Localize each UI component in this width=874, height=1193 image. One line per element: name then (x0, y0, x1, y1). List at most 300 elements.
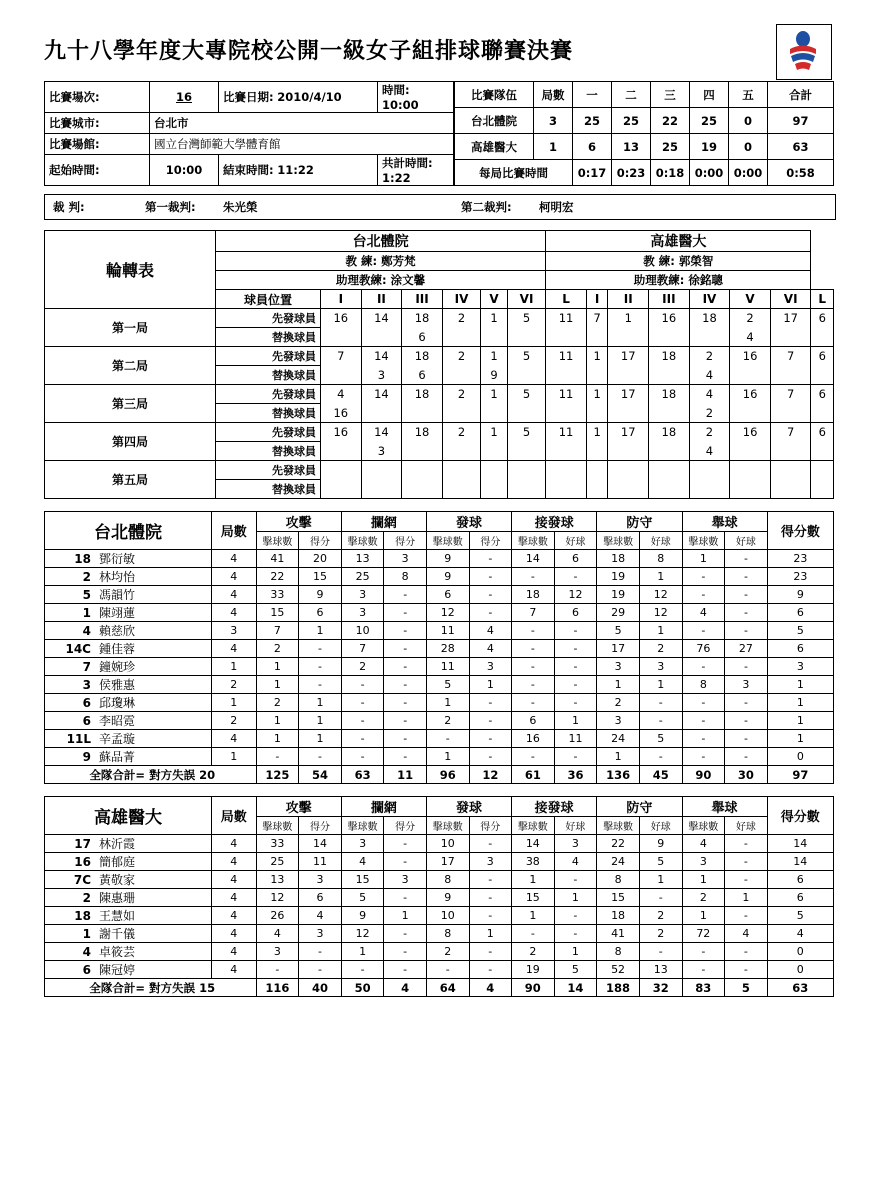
player-number: 14C (65, 641, 91, 656)
stats-subheader-2-1: 擊球數 (341, 532, 384, 550)
player-name: 林均怡 (99, 570, 136, 584)
stat-cell: - (299, 943, 342, 961)
rotation-sub-cell (402, 404, 443, 423)
rotation-sub-cell: 4 (689, 442, 730, 461)
stat-cell: - (469, 550, 512, 568)
stat-cell: 26 (256, 907, 299, 925)
stat-cell: 15 (512, 889, 555, 907)
stat-cell: 2 (639, 925, 682, 943)
rotation-subs-label: 替換球員 (216, 442, 321, 461)
stat-cell: 22 (597, 835, 640, 853)
stat-cell: 1 (639, 871, 682, 889)
table-row (45, 853, 834, 871)
player-cell (45, 550, 212, 568)
player-points: 3 (767, 658, 833, 676)
stat-cell: 13 (639, 961, 682, 979)
rotation-start-cell (770, 461, 811, 480)
team-total-cell: 90 (682, 766, 725, 784)
position-away-6: VI (770, 290, 811, 309)
stat-cell: 15 (299, 568, 342, 586)
stat-cell: 2 (639, 640, 682, 658)
rotation-start-cell (730, 461, 771, 480)
city-value: 台北市 (154, 116, 189, 130)
stat-cell: - (469, 712, 512, 730)
team-total-cell: 116 (256, 979, 299, 997)
player-cell (45, 853, 212, 871)
referee-label: 裁 判: (53, 200, 85, 214)
stat-cell: - (725, 871, 768, 889)
stat-cell: - (725, 748, 768, 766)
stat-cell: - (682, 961, 725, 979)
rotation-sub-cell: 6 (402, 366, 443, 385)
stat-cell: 14 (299, 835, 342, 853)
stat-cell: 6 (426, 586, 469, 604)
stat-cell: - (384, 622, 427, 640)
player-sets: 4 (212, 925, 257, 943)
stat-cell: - (682, 943, 725, 961)
stats-subheader-2-1: 擊球數 (341, 817, 384, 835)
stats-team-name: 台北體院 (45, 512, 212, 550)
stat-cell: 25 (341, 568, 384, 586)
score-away-set3: 25 (651, 134, 690, 160)
stat-cell: 3 (341, 586, 384, 604)
rotation-sub-cell (811, 366, 834, 385)
stat-cell: 9 (426, 550, 469, 568)
rotation-start-cell: 5 (507, 347, 545, 366)
stat-cell: 1 (299, 622, 342, 640)
rotation-set-label-3: 第三局 (45, 385, 216, 423)
table-row (45, 835, 834, 853)
stat-cell: 2 (512, 943, 555, 961)
player-number: 6 (82, 962, 91, 977)
stats-subheader-3-1: 擊球數 (426, 532, 469, 550)
stat-cell: 52 (597, 961, 640, 979)
stat-cell: 6 (299, 889, 342, 907)
player-points: 9 (767, 586, 833, 604)
stat-cell: 7 (256, 622, 299, 640)
duration-total: 0:58 (768, 160, 834, 186)
stat-cell: - (384, 943, 427, 961)
stat-cell: 14 (512, 835, 555, 853)
stat-cell: - (682, 730, 725, 748)
stat-cell: - (299, 658, 342, 676)
stat-cell: 8 (682, 676, 725, 694)
rotation-sub-cell (481, 328, 508, 347)
stats-subheader-1-2: 得分 (299, 532, 342, 550)
rotation-start-cell: 1 (608, 309, 649, 328)
table-row (45, 712, 834, 730)
player-name: 謝千儀 (99, 927, 136, 941)
player-name: 邱瓊琳 (99, 696, 136, 710)
stat-cell: 1 (554, 943, 597, 961)
match-info-block (44, 81, 834, 186)
stat-cell: - (384, 586, 427, 604)
team-total-cell: 90 (512, 979, 555, 997)
player-cell (45, 604, 212, 622)
stat-cell: 3 (256, 943, 299, 961)
match-info-table (44, 81, 454, 186)
player-points: 0 (767, 943, 833, 961)
team-total-cell: 11 (384, 766, 427, 784)
stats-header-row (45, 797, 834, 817)
stat-cell: 41 (256, 550, 299, 568)
end-time-label: 結束時間: (223, 163, 274, 177)
stat-cell: - (384, 640, 427, 658)
stat-cell: - (512, 568, 555, 586)
rotation-sub-cell (481, 404, 508, 423)
rotation-sub-cell (649, 366, 690, 385)
player-number: 17 (74, 836, 91, 851)
player-sets: 3 (212, 622, 257, 640)
stat-cell: 1 (426, 694, 469, 712)
player-points: 14 (767, 835, 833, 853)
team-total-cell: 188 (597, 979, 640, 997)
venue-value: 國立台灣師範大學體育館 (154, 137, 281, 151)
rotation-sub-cell (507, 328, 545, 347)
referee-bar (44, 194, 836, 220)
player-sets: 4 (212, 730, 257, 748)
rotation-sub-cell (321, 442, 362, 461)
rotation-start-cell: 17 (770, 309, 811, 328)
player-cell (45, 568, 212, 586)
stats-total-row (45, 766, 834, 784)
rotation-sub-cell (811, 404, 834, 423)
rotation-start-cell: 5 (507, 309, 545, 328)
player-cell (45, 730, 212, 748)
rotation-start-cell (507, 461, 545, 480)
player-sets: 4 (212, 907, 257, 925)
table-row (45, 640, 834, 658)
player-cell (45, 943, 212, 961)
player-number: 6 (82, 713, 91, 728)
stat-cell: 2 (256, 694, 299, 712)
rotation-start-cell: 1 (481, 423, 508, 442)
rotation-starters-label: 先發球員 (216, 347, 321, 366)
rotation-sub-cell (811, 480, 834, 499)
stat-cell: - (384, 925, 427, 943)
duration-label: 每局比賽時間 (455, 160, 573, 186)
stat-cell: 1 (597, 676, 640, 694)
stat-cell: - (341, 730, 384, 748)
position-home-5: V (481, 290, 508, 309)
stat-cell: 17 (426, 853, 469, 871)
rotation-start-cell: 2 (689, 347, 730, 366)
team-total-points: 63 (767, 979, 833, 997)
stat-cell: 1 (299, 730, 342, 748)
stat-cell: - (299, 961, 342, 979)
rotation-start-cell (481, 461, 508, 480)
player-number: 4 (82, 944, 91, 959)
rotation-sub-cell (770, 480, 811, 499)
team-total-cell: 40 (299, 979, 342, 997)
score-set-header-2: 二 (612, 82, 651, 108)
stat-cell: - (725, 961, 768, 979)
rotation-sub-cell (649, 480, 690, 499)
stat-cell: - (469, 694, 512, 712)
stat-cell: 29 (597, 604, 640, 622)
player-cell (45, 658, 212, 676)
player-cell (45, 622, 212, 640)
stats-subheader-6-1: 擊球數 (682, 817, 725, 835)
rotation-start-cell: 11 (546, 309, 587, 328)
team-total-cell: 45 (639, 766, 682, 784)
rotation-start-cell: 1 (586, 347, 608, 366)
stats-subheader-6-1: 擊球數 (682, 532, 725, 550)
stat-cell: - (554, 694, 597, 712)
player-sets: 2 (212, 712, 257, 730)
stat-cell: 1 (682, 871, 725, 889)
player-number: 3 (82, 677, 91, 692)
rotation-start-cell: 11 (546, 423, 587, 442)
total-time-label: 共計時間: (382, 156, 433, 170)
stat-cell: 12 (639, 604, 682, 622)
rotation-start-cell: 16 (321, 423, 362, 442)
stat-cell: - (299, 748, 342, 766)
rotation-start-cell: 2 (730, 309, 771, 328)
rotation-sub-cell (507, 442, 545, 461)
rotation-sub-cell (361, 328, 402, 347)
rotation-sub-cell (608, 328, 649, 347)
player-name: 陳惠珊 (99, 891, 136, 905)
rotation-sub-cell (689, 328, 730, 347)
stat-cell: 3 (597, 658, 640, 676)
stat-cell: - (341, 676, 384, 694)
stat-cell: - (341, 694, 384, 712)
stat-cell: 1 (512, 871, 555, 889)
player-cell (45, 640, 212, 658)
score-row-home (455, 108, 834, 134)
stat-cell: 5 (597, 622, 640, 640)
stat-cell: 19 (597, 586, 640, 604)
team-total-cell: 32 (639, 979, 682, 997)
player-name: 辛孟璇 (99, 732, 136, 746)
stat-cell: 1 (256, 676, 299, 694)
end-time-value: 11:22 (277, 163, 314, 177)
stat-cell: 4 (554, 853, 597, 871)
stat-cell: 4 (299, 907, 342, 925)
rotation-start-cell (546, 461, 587, 480)
stat-cell: - (725, 907, 768, 925)
player-cell (45, 694, 212, 712)
stat-cell: - (469, 961, 512, 979)
rotation-start-cell (361, 461, 402, 480)
stat-cell: - (725, 730, 768, 748)
position-away-l: L (811, 290, 834, 309)
rotation-sub-cell (546, 366, 587, 385)
stat-cell: 3 (384, 550, 427, 568)
stat-cell: 33 (256, 835, 299, 853)
rotation-sub-cell (586, 442, 608, 461)
stats-subheader-1-1: 擊球數 (256, 532, 299, 550)
rotation-subs-label: 替換球員 (216, 404, 321, 423)
stat-cell: 13 (341, 550, 384, 568)
stats-group-header-1: 攻擊 (256, 512, 341, 532)
stat-cell: - (639, 694, 682, 712)
player-cell (45, 835, 212, 853)
player-sets: 4 (212, 889, 257, 907)
rotation-start-cell: 2 (442, 347, 480, 366)
team-total-cell: 5 (725, 979, 768, 997)
player-sets: 1 (212, 658, 257, 676)
stats-group-header-4: 接發球 (512, 512, 597, 532)
stat-cell: 4 (682, 604, 725, 622)
player-sets: 4 (212, 961, 257, 979)
stat-cell: 1 (256, 658, 299, 676)
stat-cell: - (469, 730, 512, 748)
player-points: 6 (767, 604, 833, 622)
rotation-row-start-3 (45, 385, 834, 404)
score-team-away: 高雄醫大 (455, 134, 534, 160)
score-away-set4: 19 (690, 134, 729, 160)
player-points: 23 (767, 550, 833, 568)
player-points: 6 (767, 889, 833, 907)
stat-cell: - (384, 961, 427, 979)
rotation-sub-cell (442, 442, 480, 461)
score-row-away (455, 134, 834, 160)
stat-cell: 20 (299, 550, 342, 568)
away-assistant-coach: 助理教練: 徐銘聰 (546, 271, 811, 290)
stat-cell: 1 (384, 907, 427, 925)
table-row (45, 568, 834, 586)
player-points: 1 (767, 676, 833, 694)
rotation-start-cell: 6 (811, 423, 834, 442)
stat-cell: - (512, 748, 555, 766)
away-coach: 教 練: 郭榮智 (546, 252, 811, 271)
stat-cell: - (512, 658, 555, 676)
stat-cell: - (725, 586, 768, 604)
stat-cell: - (384, 712, 427, 730)
table-row (45, 961, 834, 979)
stat-cell: - (469, 604, 512, 622)
team-total-cell: 50 (341, 979, 384, 997)
rotation-sub-cell: 2 (689, 404, 730, 423)
score-team-header: 比賽隊伍 (455, 82, 534, 108)
player-cell (45, 676, 212, 694)
stat-cell: 1 (256, 730, 299, 748)
stat-cell: 24 (597, 853, 640, 871)
stat-cell: 2 (639, 907, 682, 925)
table-row (45, 604, 834, 622)
rotation-sub-cell (321, 480, 362, 499)
player-points: 6 (767, 871, 833, 889)
stat-cell: 15 (597, 889, 640, 907)
rotation-sub-cell (730, 480, 771, 499)
stat-cell: 22 (256, 568, 299, 586)
player-points: 14 (767, 853, 833, 871)
stat-cell: - (725, 550, 768, 568)
stat-cell: - (554, 871, 597, 889)
duration-set2: 0:23 (612, 160, 651, 186)
rotation-sub-cell (649, 404, 690, 423)
player-number: 18 (74, 908, 91, 923)
stat-cell: - (384, 889, 427, 907)
stat-cell: - (682, 748, 725, 766)
page-title: 九十八學年度大專院校公開一級女子組排球聯賽決賽 (44, 38, 574, 64)
stat-cell: 3 (341, 835, 384, 853)
stat-cell: 15 (341, 871, 384, 889)
player-sets: 4 (212, 835, 257, 853)
stat-cell: 17 (597, 640, 640, 658)
player-sets: 4 (212, 640, 257, 658)
stat-cell: 72 (682, 925, 725, 943)
stat-cell: 1 (256, 712, 299, 730)
table-row (45, 871, 834, 889)
rotation-sub-cell (608, 442, 649, 461)
stat-cell: 9 (341, 907, 384, 925)
position-away-2: II (608, 290, 649, 309)
stats-subheader-3-1: 擊球數 (426, 817, 469, 835)
stat-cell: - (512, 694, 555, 712)
stats-group-header-5: 防守 (597, 797, 682, 817)
stat-cell: - (554, 925, 597, 943)
rotation-start-cell: 11 (546, 347, 587, 366)
player-points: 0 (767, 748, 833, 766)
position-away-4: IV (689, 290, 730, 309)
stat-cell: - (554, 622, 597, 640)
rotation-start-cell: 16 (321, 309, 362, 328)
team-total-cell: 30 (725, 766, 768, 784)
table-row (45, 925, 834, 943)
rotation-start-cell: 14 (361, 385, 402, 404)
stat-cell: 1 (299, 694, 342, 712)
venue-label: 比賽場館: (49, 137, 100, 151)
stat-cell: 3 (554, 835, 597, 853)
first-referee-label: 第一裁判: (145, 200, 196, 214)
stats-group-header-2: 攔網 (341, 512, 426, 532)
stat-cell: - (469, 586, 512, 604)
stat-cell: 1 (341, 943, 384, 961)
stat-cell: 2 (341, 658, 384, 676)
stat-cell: - (725, 658, 768, 676)
rotation-start-cell: 18 (649, 385, 690, 404)
team-total-cell: 12 (469, 766, 512, 784)
rotation-start-cell: 7 (321, 347, 362, 366)
rotation-start-cell: 1 (481, 347, 508, 366)
stat-cell: 41 (597, 925, 640, 943)
rotation-start-cell: 2 (442, 423, 480, 442)
stats-subheader-3-2: 得分 (469, 532, 512, 550)
rotation-sub-cell (811, 328, 834, 347)
stat-cell: - (682, 586, 725, 604)
stat-cell: - (384, 853, 427, 871)
rotation-sub-cell (442, 480, 480, 499)
stat-cell: - (469, 835, 512, 853)
stat-cell: 1 (597, 748, 640, 766)
stat-cell: 4 (256, 925, 299, 943)
player-name: 賴慈欣 (99, 624, 136, 638)
stat-cell: - (639, 943, 682, 961)
rotation-sub-cell (546, 442, 587, 461)
stat-cell: 8 (639, 550, 682, 568)
rotation-team-away: 高雄醫大 (546, 231, 811, 252)
score-table (454, 81, 834, 186)
total-time-value: 1:22 (382, 171, 411, 185)
rotation-set-label-5: 第五局 (45, 461, 216, 499)
team-total-cell: 136 (597, 766, 640, 784)
rotation-start-cell: 2 (689, 423, 730, 442)
stats-group-header-6: 舉球 (682, 512, 767, 532)
stat-cell: 15 (256, 604, 299, 622)
rotation-sub-cell (546, 328, 587, 347)
table-row (45, 622, 834, 640)
score-home-set2: 25 (612, 108, 651, 134)
stat-cell: - (384, 730, 427, 748)
team-total-cell: 4 (469, 979, 512, 997)
rotation-sub-cell (586, 328, 608, 347)
stat-cell: 14 (512, 550, 555, 568)
stat-cell: 12 (341, 925, 384, 943)
rotation-start-cell: 16 (649, 309, 690, 328)
